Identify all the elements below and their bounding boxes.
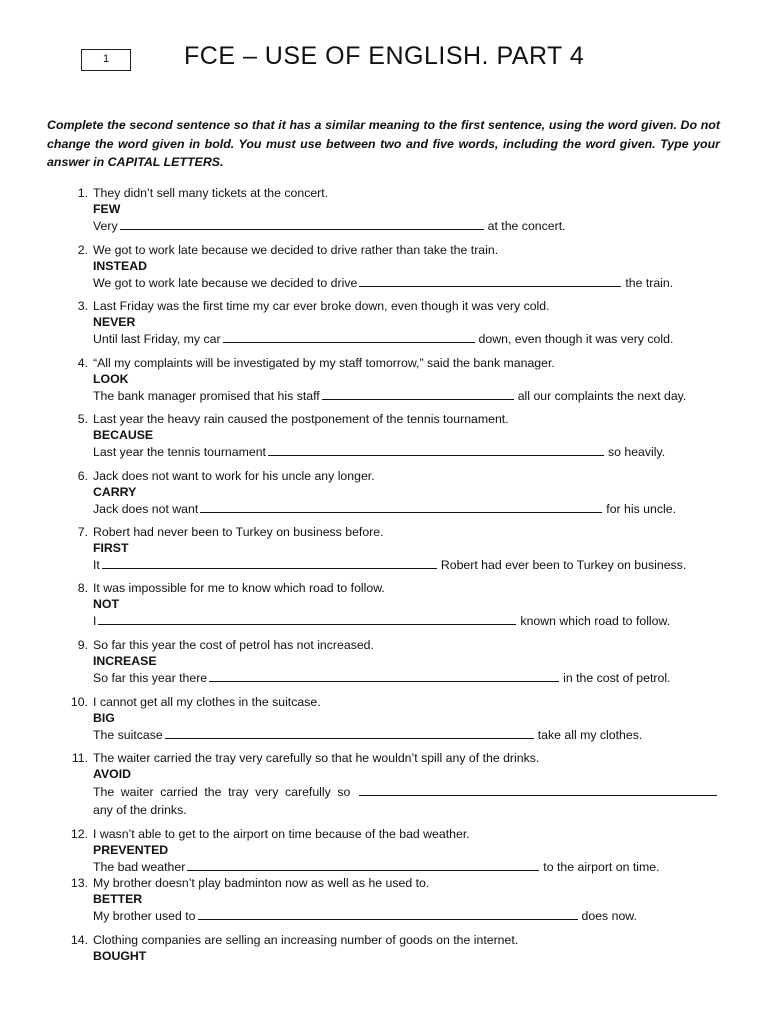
answer-blank[interactable] [322, 388, 514, 400]
answer-end: does now. [581, 908, 637, 923]
keyword: FEW [93, 202, 121, 217]
question-number: 14. [70, 933, 88, 947]
answer-blank[interactable] [359, 275, 621, 287]
keyword: AVOID [93, 767, 132, 782]
answer-end: for his uncle. [606, 501, 676, 516]
question-7 [66, 524, 726, 573]
answer-start: I [93, 613, 97, 628]
answer-end: all our complaints the next day. [517, 388, 687, 403]
question-5 [66, 411, 726, 460]
question-number: 2. [77, 243, 88, 257]
question-sentence: They didn’t sell many tickets at the concert. [93, 186, 329, 200]
question-13 [66, 875, 726, 924]
answer-end: so heavily. [607, 444, 666, 459]
keyword: CARRY [93, 485, 137, 500]
question-4 [66, 355, 726, 404]
question-1 [66, 185, 726, 234]
question-number: 6. [77, 469, 88, 483]
answer-end: to the airport on time. [543, 859, 660, 874]
answer-start: So far this year there [93, 670, 208, 685]
answer-start: The bad weather [93, 859, 186, 874]
keyword: INCREASE [93, 654, 157, 669]
question-number: 8. [77, 581, 88, 595]
question-sentence: Jack does not want to work for his uncle any longer. [93, 469, 375, 483]
question-sentence: I cannot get all my clothes in the suitcase. [93, 695, 321, 709]
answer-start: Very [93, 218, 118, 233]
keyword: NEVER [93, 315, 136, 330]
question-sentence: The waiter carried the tray very carefully so that he wouldn’t spill any of the drinks. [93, 751, 540, 765]
question-sentence: My brother doesn’t play badminton now as well as he used to. [93, 876, 430, 890]
answer-end: take all my clothes. [537, 727, 643, 742]
instructions: Complete the second sentence so that it has a similar meaning to the first sentence, using the word given. Do not change the word given in bold. You must use between two and five words, including the word given. Type your answer in CAPITAL LETTERS. [47, 118, 720, 169]
page-title: FCE – USE OF ENGLISH. PART 4 [184, 42, 585, 70]
question-12 [66, 826, 726, 875]
question-number: 1. [77, 186, 88, 200]
question-8 [66, 580, 726, 629]
answer-start: We got to work late because we decided to drive [93, 275, 358, 290]
answer-blank[interactable] [200, 501, 602, 513]
keyword: FIRST [93, 541, 129, 556]
answer-start: It [93, 557, 100, 572]
answer-start: The bank manager promised that his staff [93, 388, 320, 403]
keyword: BECAUSE [93, 428, 154, 443]
keyword: PREVENTED [93, 843, 169, 858]
question-11 [66, 750, 726, 818]
keyword: LOOK [93, 372, 129, 387]
question-sentence: It was impossible for me to know which road to follow. [93, 581, 385, 595]
question-sentence: Last Friday was the first time my car ever broke down, even though it was very cold. [93, 299, 550, 313]
question-number: 12. [70, 827, 88, 841]
answer-start: Until last Friday, my car [93, 331, 221, 346]
question-2 [66, 242, 726, 291]
answer-end: in the cost of petrol. [563, 670, 671, 685]
answer-end: any of the drinks. [93, 802, 187, 817]
answer-blank[interactable] [120, 218, 484, 230]
answer-start: The suitcase [93, 727, 163, 742]
keyword: NOT [93, 597, 119, 612]
answer-start: The waiter carried the tray very carefully so [93, 784, 351, 799]
answer-blank[interactable] [359, 784, 717, 796]
keyword: INSTEAD [93, 259, 147, 274]
question-9 [66, 637, 726, 686]
question-number: 5. [77, 412, 88, 426]
question-3 [66, 298, 726, 347]
question-number: 4. [77, 356, 88, 370]
answer-blank[interactable] [187, 859, 539, 871]
question-sentence: Robert had never been to Turkey on business before. [93, 525, 384, 539]
answer-blank[interactable] [102, 557, 437, 569]
answer-end: known which road to follow. [520, 613, 671, 628]
question-sentence: We got to work late because we decided to drive rather than take the train. [93, 243, 499, 257]
keyword: BOUGHT [93, 949, 147, 964]
question-number: 7. [77, 525, 88, 539]
question-14 [66, 932, 726, 965]
answer-blank[interactable] [223, 331, 475, 343]
question-10 [66, 694, 726, 743]
answer-start: My brother used to [93, 908, 196, 923]
keyword: BETTER [93, 892, 143, 907]
question-sentence: So far this year the cost of petrol has not increased. [93, 638, 374, 652]
question-number: 3. [77, 299, 88, 313]
answer-blank[interactable] [198, 908, 578, 920]
question-sentence: Last year the heavy rain caused the postponement of the tennis tournament. [93, 412, 509, 426]
answer-blank[interactable] [209, 670, 559, 682]
answer-end: down, even though it was very cold. [478, 331, 674, 346]
question-number: 9. [77, 638, 88, 652]
answer-end: the train. [625, 275, 674, 290]
keyword: BIG [93, 711, 115, 726]
answer-start: Jack does not want [93, 501, 199, 516]
answer-end: at the concert. [487, 218, 566, 233]
answer-end: Robert had ever been to Turkey on business. [440, 557, 687, 572]
question-6 [66, 468, 726, 517]
question-sentence: I wasn’t able to get to the airport on time because of the bad weather. [93, 827, 470, 841]
question-sentence: Clothing companies are selling an increasing number of goods on the internet. [93, 933, 519, 947]
question-sentence: “All my complaints will be investigated by my staff tomorrow,” said the bank manager. [93, 356, 555, 370]
answer-blank[interactable] [268, 444, 604, 456]
question-number: 13. [70, 876, 88, 890]
answer-blank[interactable] [98, 613, 516, 625]
answer-start: Last year the tennis tournament [93, 444, 266, 459]
question-number: 10. [70, 695, 88, 709]
question-number: 11. [71, 751, 88, 765]
answer-blank[interactable] [165, 727, 534, 739]
page-number-box: 1 [81, 49, 131, 71]
